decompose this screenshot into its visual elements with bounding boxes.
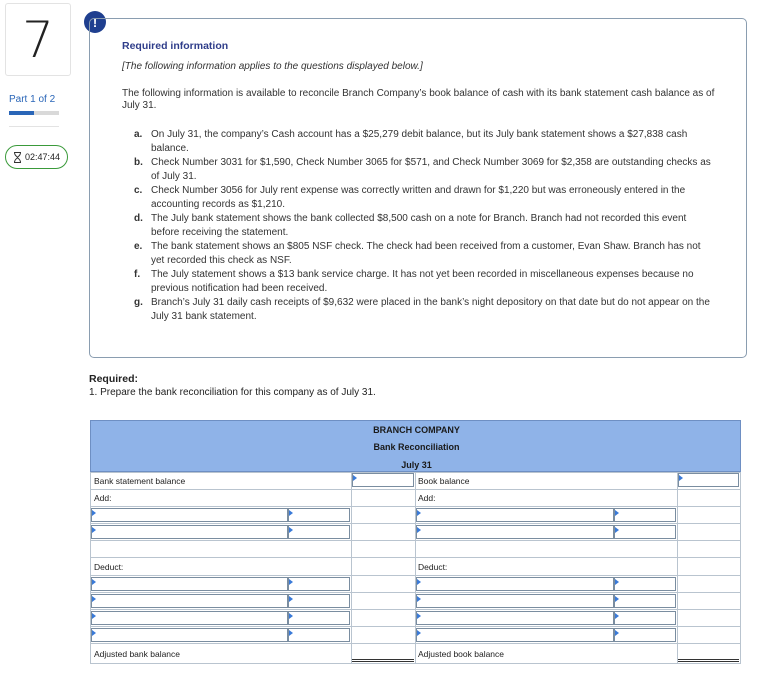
info-intro: The following information is available to reconcile Branch Company’s book balance of cash with its bank statement cash balance as of July 31.	[122, 88, 715, 111]
company-name: BRANCH COMPANY	[373, 425, 460, 435]
bank-add-amount-2[interactable]	[288, 525, 350, 539]
book-balance-label: Book balance	[418, 476, 470, 486]
question-number: 7	[22, 10, 54, 69]
book-deduct-label: Deduct:	[418, 562, 448, 572]
bank-add-amount-1[interactable]	[288, 508, 350, 522]
book-deduct-description-3[interactable]	[416, 611, 614, 625]
bank-add-label: Add:	[94, 493, 112, 503]
alert-icon: !	[84, 11, 106, 33]
sidebar-divider	[9, 126, 59, 127]
required-text: 1. Prepare the bank reconciliation for this company as of July 31.	[89, 387, 376, 398]
question-number-box	[5, 3, 71, 76]
book-deduct-description-1[interactable]	[416, 577, 614, 591]
book-deduct-amount-2[interactable]	[614, 594, 676, 608]
bank-statement-balance-input[interactable]	[352, 473, 414, 487]
adjusted-bank-total-underline	[352, 659, 414, 662]
info-item-list	[134, 128, 714, 324]
bank-statement-balance-label: Bank statement balance	[94, 476, 186, 486]
bank-deduct-amount-1[interactable]	[288, 577, 350, 591]
list-item: d. The July bank statement shows the bank collected $8,500 cash on a note for Branch. Branch had not recorded this event before receiving the statement.	[134, 213, 687, 238]
part-label[interactable]: Part 1 of 2	[9, 94, 56, 105]
reconciliation-header	[90, 420, 741, 472]
book-deduct-amount-4[interactable]	[614, 628, 676, 642]
bank-add-description-2[interactable]	[91, 525, 288, 539]
bank-deduct-amount-4[interactable]	[288, 628, 350, 642]
book-add-description-2[interactable]	[416, 525, 614, 539]
bank-deduct-description-1[interactable]	[91, 577, 288, 591]
book-deduct-description-4[interactable]	[416, 628, 614, 642]
part-progress-fill	[9, 111, 34, 115]
reconciliation-date: July 31	[401, 460, 432, 470]
list-item: a. On July 31, the company’s Cash account has a $25,279 debit balance, but its July bank statement shows a $27,838 cash balance.	[134, 129, 688, 154]
bank-add-description-1[interactable]	[91, 508, 288, 522]
adjusted-bank-balance-label: Adjusted bank balance	[94, 649, 181, 659]
book-add-amount-1[interactable]	[614, 508, 676, 522]
book-add-amount-2[interactable]	[614, 525, 676, 539]
book-add-label: Add:	[418, 493, 436, 503]
info-title: Required information	[122, 40, 229, 52]
hourglass-icon	[13, 152, 22, 163]
list-item: e. The bank statement shows an $805 NSF check. The check had been received from a customer, Evan Shaw. Branch has not yet recorded this check as NSF.	[134, 241, 701, 266]
book-deduct-description-2[interactable]	[416, 594, 614, 608]
bank-deduct-amount-3[interactable]	[288, 611, 350, 625]
list-item: c. Check Number 3056 for July rent expense was correctly written and drawn for $1,220 but was erroneously entered in the accounting records as $1,210.	[134, 185, 686, 210]
info-subtitle: [The following information applies to the questions displayed below.]	[122, 61, 423, 72]
bank-deduct-amount-2[interactable]	[288, 594, 350, 608]
book-add-description-1[interactable]	[416, 508, 614, 522]
list-item: f. The July statement shows a $13 bank service charge. It has not yet been recorded in miscellaneous expenses because no previous notification had been received.	[134, 269, 694, 294]
bank-deduct-description-3[interactable]	[91, 611, 288, 625]
timer-badge[interactable]	[5, 145, 68, 169]
part-progress-bar	[9, 111, 59, 115]
bank-deduct-description-2[interactable]	[91, 594, 288, 608]
required-heading: Required:	[89, 373, 139, 385]
bank-deduct-description-4[interactable]	[91, 628, 288, 642]
bank-reconciliation-worksheet	[90, 420, 741, 664]
book-balance-input[interactable]	[678, 473, 739, 487]
timer-text: 02:47:44	[24, 152, 61, 162]
adjusted-book-total-underline	[678, 659, 739, 662]
bank-deduct-label: Deduct:	[94, 562, 124, 572]
book-deduct-amount-3[interactable]	[614, 611, 676, 625]
book-deduct-amount-1[interactable]	[614, 577, 676, 591]
list-item: b. Check Number 3031 for $1,590, Check Number 3065 for $571, and Check Number 3069 for $2,358 are outstanding checks as of July 31.	[134, 157, 711, 182]
list-item: g. Branch’s July 31 daily cash receipts of $9,632 were placed in the bank’s night depository on that date but do not appear on the July 31 bank statement.	[134, 297, 710, 322]
reconciliation-title: Bank Reconciliation	[373, 442, 460, 452]
adjusted-book-balance-label: Adjusted book balance	[418, 649, 505, 659]
required-information-panel	[89, 18, 747, 358]
